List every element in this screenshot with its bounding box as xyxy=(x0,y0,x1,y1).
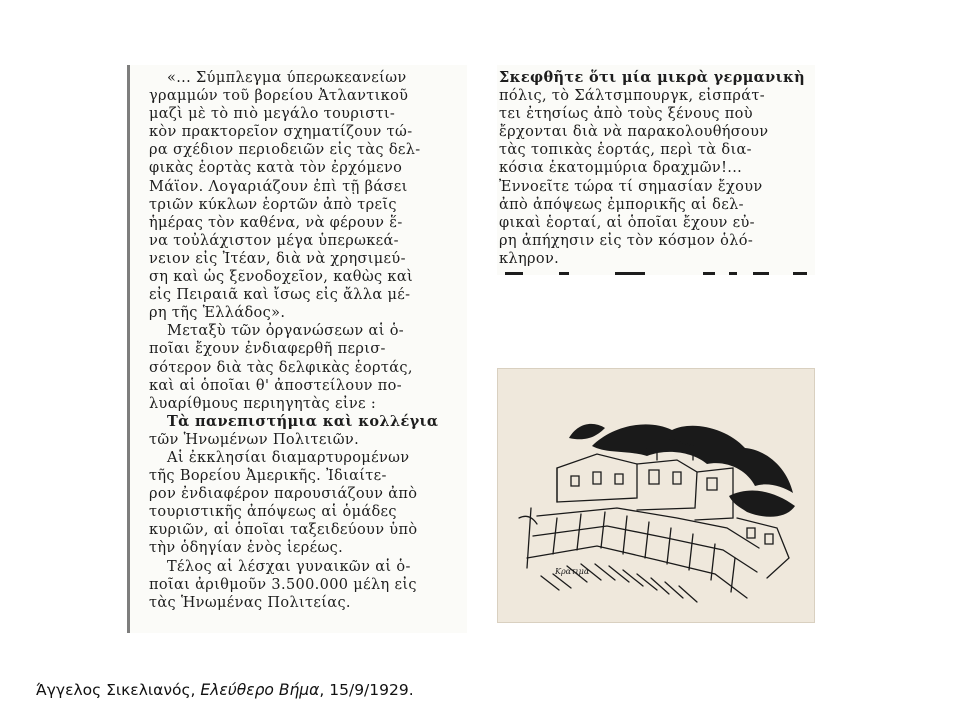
article-line: τὰς τοπικὰς ἑορτάς, περὶ τὰ δια- xyxy=(499,142,752,159)
article-line: κληρον. xyxy=(499,250,560,267)
article-line: τὴν ὁδηγίαν ἑνὸς ἱερέως. xyxy=(149,540,344,557)
article-line: τριῶν κύκλων ἑορτῶν ἀπὸ τρεῖς xyxy=(149,196,397,213)
article-line: κόσια ἑκατομμύρια δραχμῶν!... xyxy=(499,160,743,177)
article-line: σότερον διὰ τὰς δελφικὰς ἑορτάς, xyxy=(149,359,413,376)
newspaper-clipping-right xyxy=(497,65,815,275)
caption-date: , 15/9/1929. xyxy=(319,681,414,699)
article-line: λυαρίθμους περιηγητὰς εἶνε : xyxy=(149,395,377,412)
article-text-left xyxy=(149,69,461,612)
torn-text-edge xyxy=(497,271,815,275)
article-line: ρα σχέδιον περιοδειῶν εἰς τὰς δελ- xyxy=(149,142,421,159)
article-line: ἡμέρας τὸν καθένα, νὰ φέρουν ἕ- xyxy=(149,214,403,231)
clipping-edge xyxy=(127,65,130,633)
article-line: τουριστικῆς ἀπόψεως αἱ ὁμάδες xyxy=(149,504,397,521)
article-line: κυριῶν, αἱ ὁποῖαι ταξειδεύουν ὑπὸ xyxy=(149,522,418,539)
caption-newspaper: Ελεύθερο Βήμα xyxy=(200,681,320,699)
article-line: πόλις, τὸ Σάλτσμπουργκ, εἰσπράτ- xyxy=(499,88,766,105)
article-line: τει ἐτησίως ἀπὸ τοὺς ξένους ποὺ xyxy=(499,106,753,123)
article-line: μαζὶ μὲ τὸ πιὸ μεγάλο τουριστι- xyxy=(149,106,396,123)
article-line: τῶν Ἡνωμένων Πολιτειῶν. xyxy=(149,431,360,448)
article-line: Σκεφθῆτε ὅτι μία μικρὰ γερμανικὴ xyxy=(499,69,806,86)
article-line: τὰς Ἡνωμένας Πολιτείας. xyxy=(149,594,351,611)
article-line: ρον ἐνδιαφέρον παρουσιάζουν ἀπὸ xyxy=(149,486,418,503)
article-line: ρη ἀπήχησιν εἰς τὸν κόσμον ὁλό- xyxy=(499,232,754,249)
article-text-right xyxy=(499,69,809,268)
village-sketch-image xyxy=(497,368,815,623)
article-line: ἀπὸ ἀπόψεως ἐμπορικῆς αἱ δελ- xyxy=(499,196,744,213)
article-line: ποῖαι ἔχουν ἐνδιαφερθῆ περισ- xyxy=(149,341,386,358)
article-line: γραμμών τοῦ βορείου Ἀτλαντικοῦ xyxy=(149,88,409,105)
article-line: «... Σύμπλεγμα ύπερωκεανείων xyxy=(167,70,407,86)
article-line: να τοὐλάχιστον μέγα ὑπερωκεά- xyxy=(149,232,399,249)
newspaper-clipping-left xyxy=(127,65,467,633)
article-line: φικαὶ ἑορταί, αἱ ὁποῖαι ἔχουν εὐ- xyxy=(499,214,755,231)
article-line: καὶ αἱ ὁποῖαι θ' ἀποστείλουν πο- xyxy=(149,377,403,394)
article-line: φικὰς ἑορτὰς κατὰ τὸν ἐρχόμενο xyxy=(149,160,403,177)
caption-author: Άγγελος Σικελιανός, xyxy=(36,681,201,699)
article-line: κὸν πρακτορεῖον σχηματίζουν τώ- xyxy=(149,124,413,141)
article-line: ποῖαι ἀριθμοῦν 3.500.000 μέλη εἰς xyxy=(149,576,417,593)
article-line: Τέλος αἱ λέσχαι γυναικῶν αἱ ὁ- xyxy=(167,558,411,575)
article-line: τῆς Βορείου Ἀμερικῆς. Ἰδιαίτε- xyxy=(149,468,387,485)
article-line: Τὰ πανεπιστήμια καὶ κολλέγια xyxy=(167,412,439,430)
article-line: ἔρχονται διὰ νὰ παρακολουθήσουν xyxy=(499,124,769,141)
article-line: Αἱ ἐκκλησίαι διαμαρτυρομένων xyxy=(167,449,410,466)
sketch-signature: Κρατιμα xyxy=(555,567,590,576)
article-line: νειον εἰς Ἰτέαν, διὰ νὰ χρησιμεύ- xyxy=(149,250,406,267)
article-line: Μεταξὺ τῶν ὀργανώσεων αἱ ὁ- xyxy=(167,323,405,340)
article-line: ρη τῆς Ἑλλάδος». xyxy=(149,305,286,322)
figure-caption xyxy=(36,681,414,699)
ink-sketch-drawing xyxy=(497,368,815,623)
article-line: ση καὶ ὡς ξενοδοχεῖον, καθὼς καὶ xyxy=(149,269,414,286)
article-line: εἰς Πειραιᾶ καὶ ἴσως εἰς ἄλλα μέ- xyxy=(149,287,411,304)
article-line: Μάϊον. Λογαριάζουν ἐπὶ τῇ βάσει xyxy=(149,178,408,195)
article-line: Ἐννοεῖτε τώρα τί σημασίαν ἔχουν xyxy=(499,178,763,195)
